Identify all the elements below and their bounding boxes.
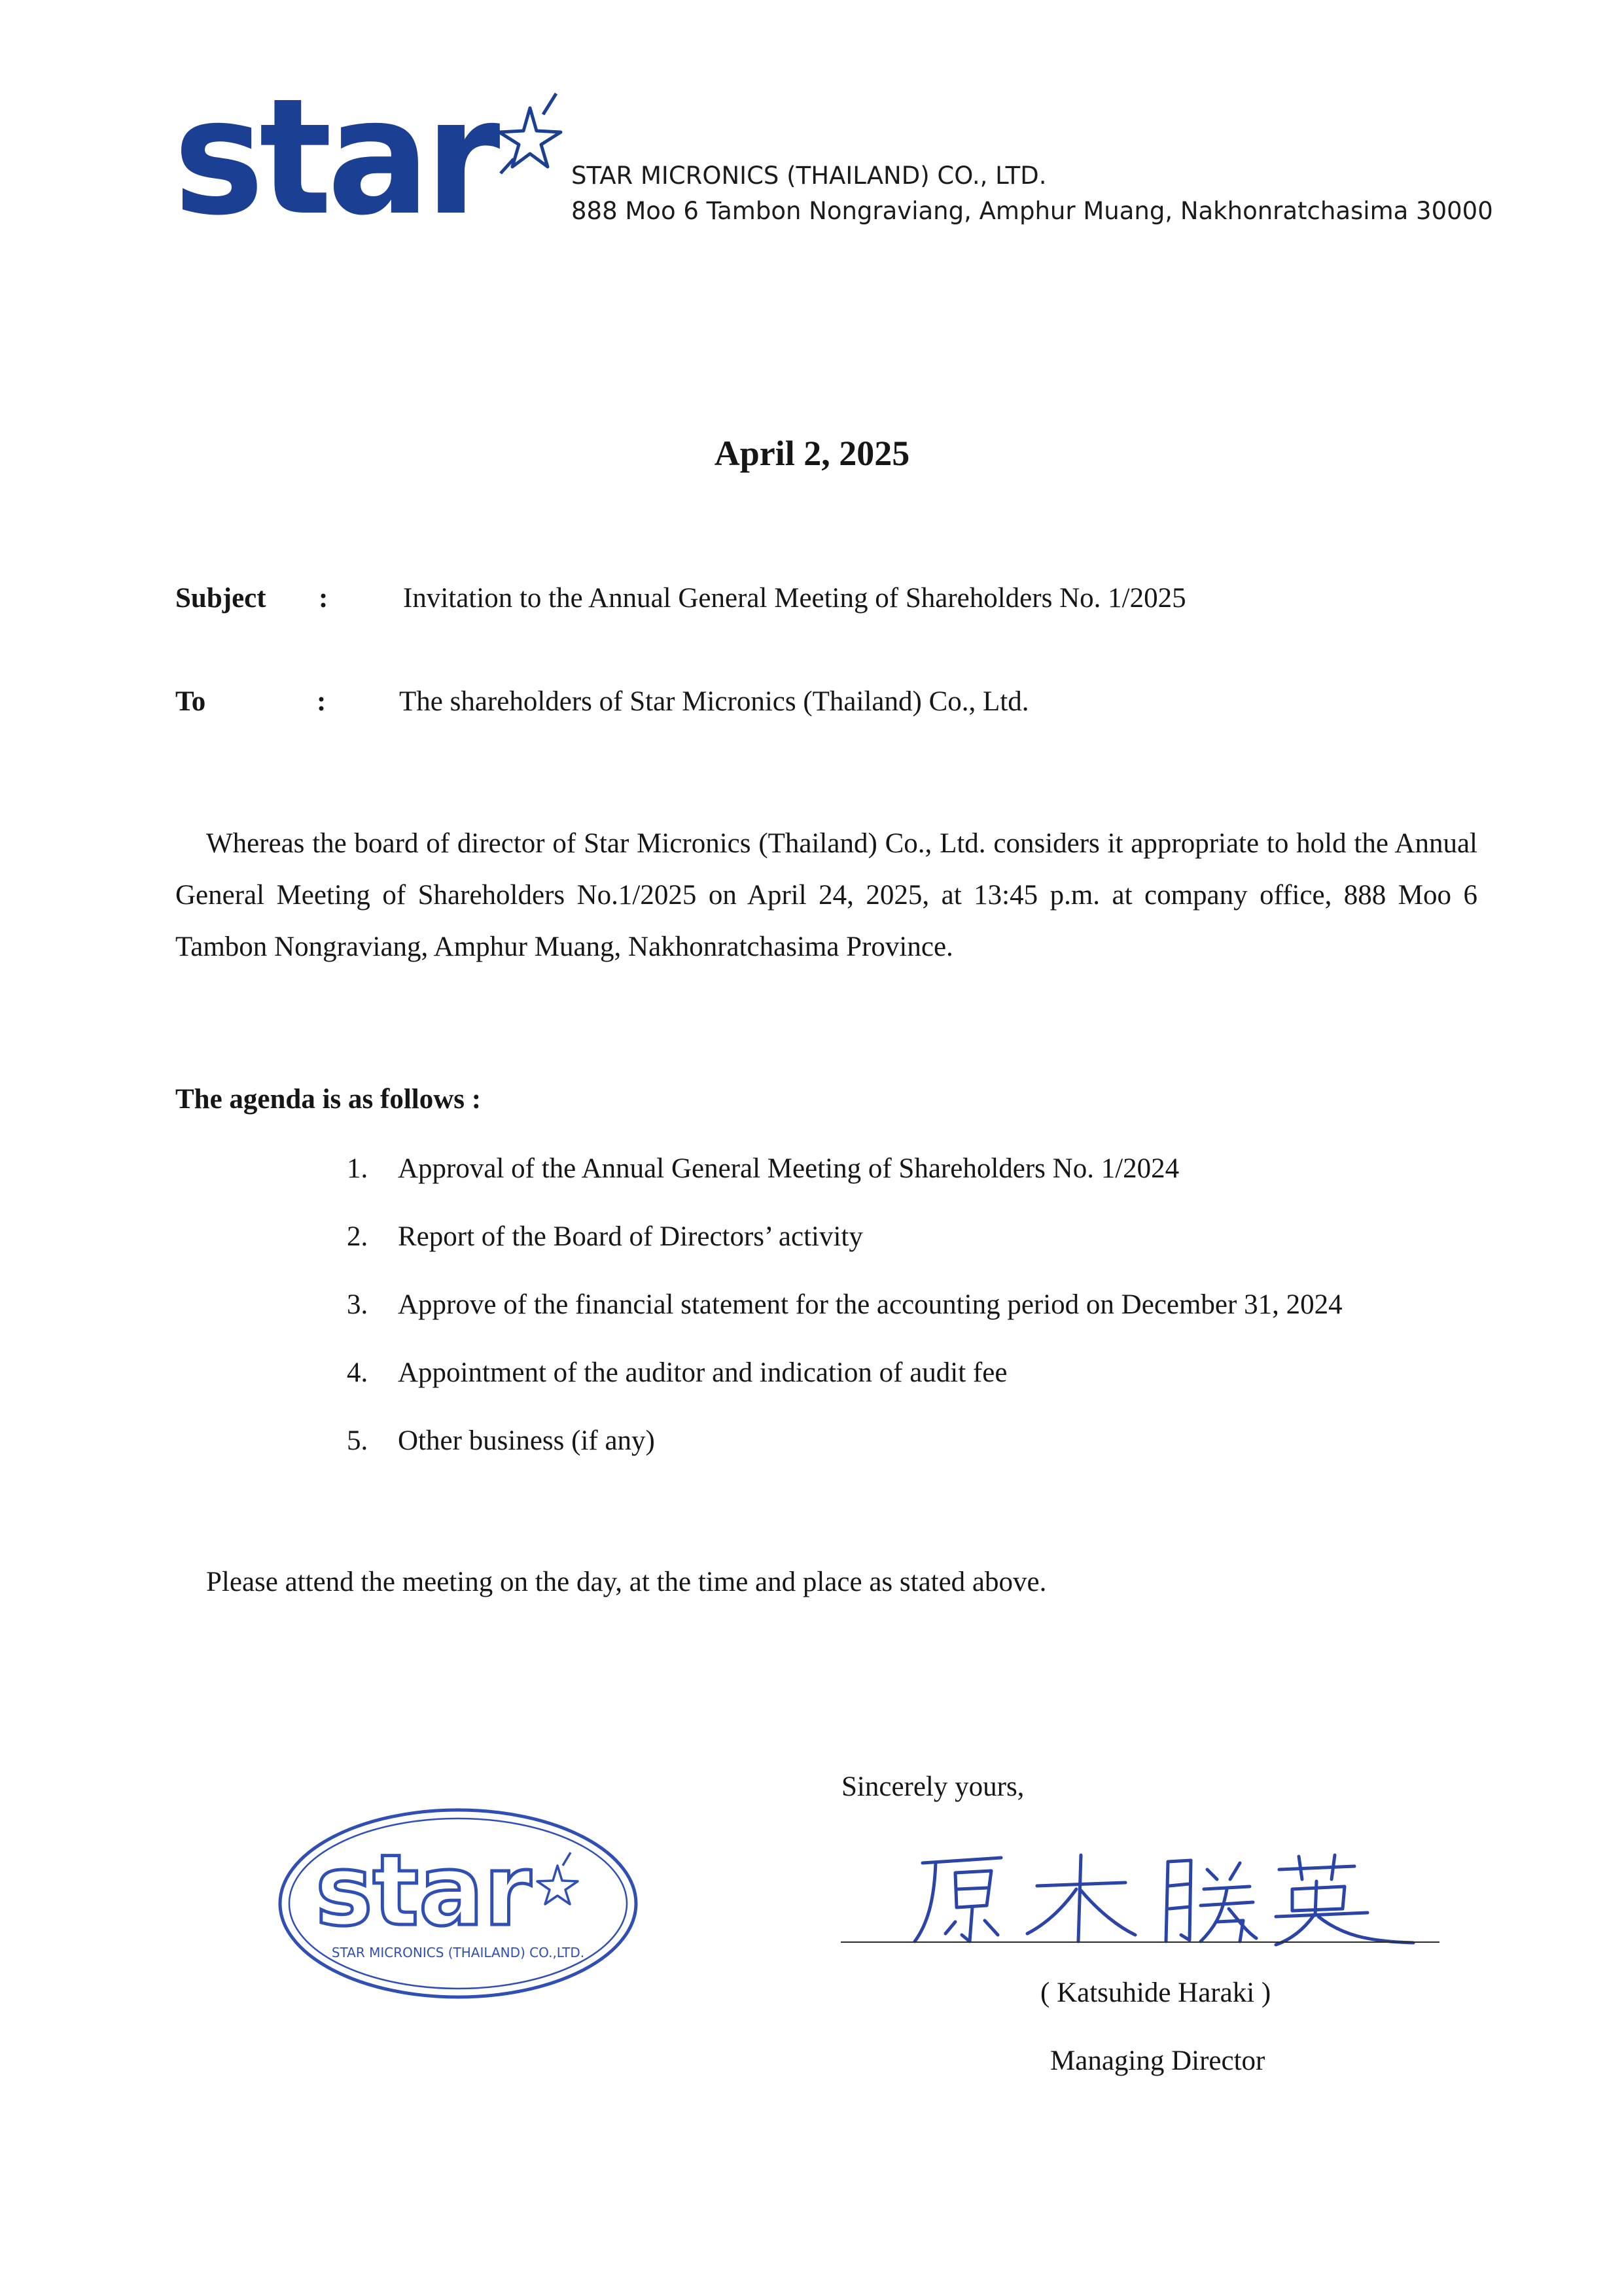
recipient-value: The shareholders of Star Micronics (Thailand) Co., Ltd. bbox=[399, 686, 1029, 717]
agenda-item-text: Appointment of the auditor and indication of audit fee bbox=[398, 1357, 1008, 1388]
handwritten-signature bbox=[909, 1843, 1420, 1948]
signature-line bbox=[841, 1941, 1439, 1943]
signatory-name: ( Katsuhide Haraki ) bbox=[1040, 1977, 1271, 2008]
logo-star-icon bbox=[499, 94, 561, 173]
agenda-heading: The agenda is as follows : bbox=[175, 1084, 482, 1115]
agenda-item-number: 5. bbox=[347, 1425, 368, 1456]
company-name: STAR MICRONICS (THAILAND) CO., LTD. bbox=[571, 162, 1047, 190]
agenda-item bbox=[347, 1289, 1343, 1321]
subject-value: Invitation to the Annual General Meeting of Shareholders No. 1/2025 bbox=[403, 583, 1186, 614]
agenda-item-text: Approve of the financial statement for the accounting period on December 31, 2024 bbox=[398, 1289, 1343, 1320]
agenda-item bbox=[347, 1221, 863, 1253]
stamp-star-icon bbox=[537, 1852, 578, 1904]
recipient-colon: : bbox=[317, 686, 327, 717]
subject-colon: : bbox=[319, 583, 328, 614]
agenda-item bbox=[347, 1425, 655, 1457]
company-logo-wordmark: star bbox=[173, 82, 501, 222]
agenda-item-text: Approval of the Annual General Meeting of Shareholders No. 1/2024 bbox=[398, 1153, 1180, 1184]
company-stamp bbox=[275, 1805, 641, 2002]
signatory-title: Managing Director bbox=[1050, 2045, 1265, 2076]
recipient-label: To bbox=[175, 686, 206, 717]
agenda-item-text: Other business (if any) bbox=[398, 1425, 655, 1456]
company-logo bbox=[173, 82, 566, 222]
stamp-logo-wordmark: star bbox=[315, 1834, 532, 1948]
agenda-item-number: 2. bbox=[347, 1221, 368, 1252]
letter-date: April 2, 2025 bbox=[714, 434, 910, 473]
stamp-caption: STAR MICRONICS (THAILAND) CO.,LTD. bbox=[331, 1945, 585, 1960]
closing-line: Please attend the meeting on the day, at the time and place as stated above. bbox=[206, 1567, 1047, 1597]
body-paragraph: Whereas the board of director of Star Micronics (Thailand) Co., Ltd. considers it appropriate to hold the Annual General Meeting of Shareholders No.1/2025 on April 24, 2025, at 13:45 p.m. at company office, 888 Moo 6 Tambon Nongraviang, Amphur Muang, Nakhonratchasima Province. bbox=[175, 828, 1477, 962]
subject-label: Subject bbox=[175, 583, 266, 614]
agenda-item-number: 3. bbox=[347, 1289, 368, 1320]
agenda-item-text: Report of the Board of Directors’ activity bbox=[398, 1221, 863, 1252]
company-address: 888 Moo 6 Tambon Nongraviang, Amphur Muang, Nakhonratchasima 30000 bbox=[571, 197, 1493, 225]
agenda-item bbox=[347, 1357, 1007, 1389]
sign-off: Sincerely yours, bbox=[841, 1771, 1025, 1802]
agenda-item-number: 4. bbox=[347, 1357, 368, 1388]
agenda-item-number: 1. bbox=[347, 1153, 368, 1184]
agenda-item bbox=[347, 1153, 1179, 1185]
